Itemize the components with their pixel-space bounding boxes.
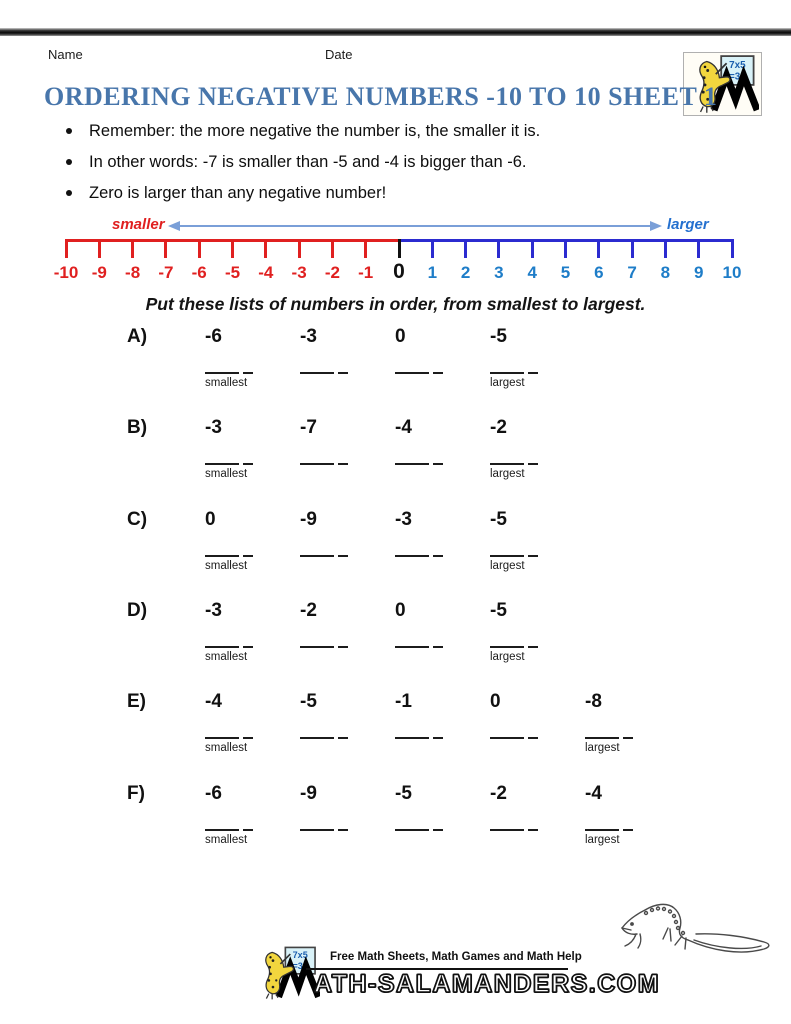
- answer-blank: [395, 463, 443, 465]
- problem-label: A): [127, 326, 148, 347]
- numberline-tick-label: 9: [693, 263, 704, 282]
- answer-blank-segment: [623, 829, 633, 831]
- answer-blank-segment: [395, 737, 429, 739]
- salamander-sketch-icon: [612, 884, 780, 962]
- answer-blank-segment: [395, 555, 429, 557]
- problem-row: [0, 417, 791, 503]
- name-field-label: Name: [48, 47, 83, 62]
- answer-blank-segment: [243, 463, 253, 465]
- answer-blank-segment: [338, 463, 348, 465]
- problem-number: -3: [300, 326, 317, 347]
- answer-blank-segment: [205, 646, 239, 648]
- answer-blank-segment: [395, 829, 429, 831]
- problem-number: -2: [300, 599, 317, 621]
- answer-blank: [395, 646, 443, 648]
- blank-label-smallest: smallest: [205, 468, 248, 481]
- numberline-tick-label: 5: [560, 263, 571, 282]
- answer-blank: [395, 829, 443, 831]
- problem-number: -2: [490, 417, 507, 439]
- numberline-tick-label: -1: [358, 263, 374, 282]
- problem-row: [0, 783, 791, 869]
- answer-blank-segment: [585, 829, 619, 831]
- answer-blank-segment: [623, 737, 633, 739]
- answer-blank: [490, 737, 538, 739]
- numberline-tick-label: -7: [158, 263, 174, 282]
- answer-blank-segment: [300, 737, 334, 739]
- problem-row: [0, 326, 791, 412]
- numberline-tick-label: 8: [660, 263, 671, 282]
- answer-blank: [395, 372, 443, 374]
- problem-number: -9: [300, 782, 317, 804]
- problem-number: -6: [205, 326, 222, 347]
- answer-blank-segment: [433, 829, 443, 831]
- answer-blank-segment: [205, 829, 239, 831]
- problem-number: -6: [205, 782, 222, 804]
- answer-blank: [300, 555, 348, 557]
- instruction-text: Put these lists of numbers in order, from smallest to largest.: [145, 294, 646, 314]
- blank-label-largest: largest: [490, 377, 525, 389]
- answer-blank: [490, 463, 538, 465]
- answer-blank-segment: [243, 737, 253, 739]
- answer-blank-segment: [395, 463, 429, 465]
- answer-blank-segment: [338, 829, 348, 831]
- answer-blank-segment: [490, 829, 524, 831]
- problem-row: [0, 691, 791, 777]
- problem-number: -4: [395, 417, 412, 439]
- answer-blank-segment: [490, 372, 524, 374]
- answer-blank-segment: [490, 555, 524, 557]
- answer-blank: [300, 372, 348, 374]
- answer-blank: [490, 555, 538, 557]
- answer-blank: [205, 737, 253, 739]
- problem-number: -5: [490, 508, 507, 530]
- problem-number: 0: [395, 599, 406, 621]
- answer-blank: [395, 555, 443, 557]
- answer-blank-segment: [528, 372, 538, 374]
- answer-blank-segment: [205, 555, 239, 557]
- blank-label-smallest: smallest: [205, 742, 248, 755]
- answer-blank-segment: [205, 737, 239, 739]
- smaller-label: smaller: [112, 216, 165, 233]
- blank-label-largest: largest: [490, 559, 525, 572]
- numberline-tick-label: 1: [427, 263, 438, 282]
- answer-blank-segment: [490, 737, 524, 739]
- problem-number: -9: [300, 508, 317, 530]
- problem-number: -1: [395, 691, 412, 713]
- date-field-label: Date: [325, 47, 353, 62]
- problem-number: -4: [205, 691, 222, 713]
- answer-blank-segment: [585, 737, 619, 739]
- footer-tagline: Free Math Sheets, Math Games and Math Help: [330, 951, 582, 963]
- problem-label: F): [127, 782, 145, 804]
- answer-blank-segment: [490, 463, 524, 465]
- problem-row: [0, 600, 791, 686]
- blank-label-smallest: smallest: [205, 377, 248, 389]
- answer-blank-segment: [243, 646, 253, 648]
- problem-number: -5: [395, 782, 412, 804]
- answer-blank-segment: [338, 646, 348, 648]
- numberline-tick-label: 6: [594, 263, 604, 282]
- numberline-tick-label: -3: [291, 263, 307, 282]
- numberline-tick-label: 7: [627, 263, 637, 282]
- blank-label-largest: largest: [585, 833, 620, 846]
- answer-blank-segment: [243, 829, 253, 831]
- problem-number: 0: [395, 326, 406, 347]
- numberline-tick-label: 0: [393, 260, 405, 283]
- answer-blank-segment: [433, 555, 443, 557]
- salamander-logo-icon: [254, 944, 320, 1002]
- problem-number: 0: [205, 508, 216, 530]
- problem-number: -3: [395, 508, 412, 530]
- answer-blank-segment: [528, 555, 538, 557]
- problem-number: -5: [490, 326, 507, 347]
- answer-blank: [490, 646, 538, 648]
- answer-blank: [395, 737, 443, 739]
- answer-blank-segment: [338, 372, 348, 374]
- answer-blank: [585, 829, 633, 831]
- problem-number: -2: [490, 782, 507, 804]
- bullet-text: Remember: the more negative the number is, the smaller it is.: [89, 122, 541, 140]
- blank-label-smallest: smallest: [205, 650, 248, 663]
- problem-number: -4: [585, 782, 602, 804]
- larger-label: larger: [667, 216, 709, 233]
- answer-blank: [490, 372, 538, 374]
- answer-blank-segment: [243, 555, 253, 557]
- answer-blank-segment: [433, 646, 443, 648]
- problem-number: -3: [205, 599, 222, 621]
- numberline-tick-label: 2: [460, 263, 471, 282]
- footer-logo: [254, 944, 320, 1007]
- blank-label-largest: largest: [585, 742, 620, 755]
- blank-label-largest: largest: [490, 650, 525, 663]
- answer-blank: [300, 829, 348, 831]
- answer-blank-segment: [433, 737, 443, 739]
- answer-blank: [205, 646, 253, 648]
- answer-blank-segment: [528, 463, 538, 465]
- numberline-tick-label: -10: [53, 263, 79, 282]
- blank-label-largest: largest: [490, 468, 525, 481]
- numberline-tick-label: 3: [494, 263, 504, 282]
- answer-blank: [205, 555, 253, 557]
- answer-blank-segment: [300, 463, 334, 465]
- numberline-tick-label: -8: [125, 263, 141, 282]
- answer-blank-segment: [395, 372, 429, 374]
- problem-number: -3: [205, 417, 222, 439]
- answer-blank-segment: [528, 646, 538, 648]
- problem-label: D): [127, 599, 148, 621]
- answer-blank-segment: [300, 646, 334, 648]
- answer-blank-segment: [338, 737, 348, 739]
- answer-blank: [300, 463, 348, 465]
- problem-number: -5: [490, 599, 507, 621]
- answer-blank-segment: [205, 372, 239, 374]
- answer-blank: [205, 829, 253, 831]
- answer-blank-segment: [300, 372, 334, 374]
- numberline-tick-label: -9: [91, 263, 107, 282]
- numberline-tick-label: -5: [224, 263, 241, 282]
- answer-blank: [205, 463, 253, 465]
- page-title: ORDERING NEGATIVE NUMBERS -10 TO 10 SHEET 1: [44, 82, 718, 111]
- blank-label-smallest: smallest: [205, 833, 248, 846]
- answer-blank-segment: [300, 829, 334, 831]
- answer-blank-segment: [300, 555, 334, 557]
- problem-label: B): [127, 417, 148, 439]
- answer-blank-segment: [395, 646, 429, 648]
- answer-blank: [585, 737, 633, 739]
- answer-blank-segment: [528, 737, 538, 739]
- answer-blank: [300, 737, 348, 739]
- answer-blank-segment: [433, 372, 443, 374]
- bullet-text: Zero is larger than any negative number!: [89, 184, 387, 202]
- answer-blank-segment: [490, 646, 524, 648]
- problem-label: C): [127, 508, 148, 530]
- problem-number: -5: [300, 691, 317, 713]
- answer-blank: [300, 646, 348, 648]
- problem-number: 0: [490, 691, 501, 713]
- problem-label: E): [127, 691, 146, 713]
- answer-blank-segment: [433, 463, 443, 465]
- numberline-tick-label: -2: [324, 263, 340, 282]
- answer-blank-segment: [338, 555, 348, 557]
- numberline-tick-label: -6: [191, 263, 207, 282]
- numberline-tick-label: 10: [722, 263, 742, 282]
- problem-number: -7: [300, 417, 317, 439]
- answer-blank-segment: [528, 829, 538, 831]
- numberline-tick-label: 4: [527, 263, 537, 282]
- problem-row: [0, 509, 791, 595]
- footer-site-name: ATH-SALAMANDERS.COM: [314, 970, 661, 998]
- answer-blank: [490, 829, 538, 831]
- answer-blank: [205, 372, 253, 374]
- blank-label-smallest: smallest: [205, 559, 248, 572]
- answer-blank-segment: [205, 463, 239, 465]
- numberline-tick-label: -4: [258, 263, 274, 282]
- bullet-text: In other words: -7 is smaller than -5 and -4 is bigger than -6.: [89, 153, 527, 171]
- problem-number: -8: [585, 691, 602, 713]
- answer-blank-segment: [243, 372, 253, 374]
